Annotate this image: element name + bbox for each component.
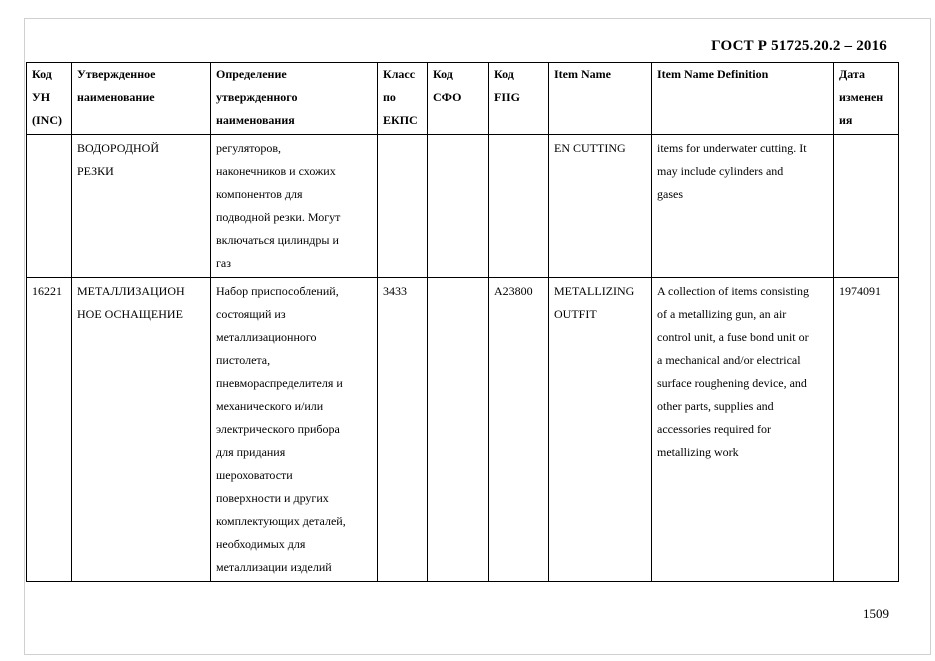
column-header-item-name-definition: Item Name Definition (652, 63, 834, 135)
cell-approved-name: ВОДОРОДНОЙ РЕЗКИ (72, 135, 211, 278)
column-header-sfo-code: Код СФО (428, 63, 489, 135)
cell-item-name: EN CUTTING (549, 135, 652, 278)
cell-approved-name: МЕТАЛЛИЗАЦИОН НОЕ ОСНАЩЕНИЕ (72, 278, 211, 582)
catalog-table (26, 62, 899, 582)
cell-change-date (834, 135, 899, 278)
cell-fiig-code (489, 135, 549, 278)
cell-ekps-class (378, 135, 428, 278)
table-row (27, 278, 899, 582)
cell-sfo-code (428, 135, 489, 278)
column-header-definition: Определение утвержденного наименования (211, 63, 378, 135)
cell-item-name-definition: A collection of items consisting of a metallizing gun, an air control unit, a fuse bond unit or a mechanical and/or electrical surface roughening device, and other parts, supplies and accessories required for metallizing work (652, 278, 834, 582)
table-row (27, 135, 899, 278)
document-code: ГОСТ Р 51725.20.2 – 2016 (711, 38, 887, 54)
cell-inc (27, 135, 72, 278)
column-header-fiig-code: Код FIIG (489, 63, 549, 135)
cell-sfo-code (428, 278, 489, 582)
cell-item-name: METALLIZING OUTFIT (549, 278, 652, 582)
cell-fiig-code: A23800 (489, 278, 549, 582)
cell-definition: регуляторов, наконечников и схожих компонентов для подводной резки. Могут включаться цилиндры и газ (211, 135, 378, 278)
column-header-item-name: Item Name (549, 63, 652, 135)
column-header-change-date: Дата изменен ия (834, 63, 899, 135)
column-header-ekps-class: Класс по ЕКПС (378, 63, 428, 135)
column-header-approved-name: Утвержденное наименование (72, 63, 211, 135)
page-number: 1509 (863, 606, 889, 621)
cell-inc: 16221 (27, 278, 72, 582)
table-header-row (27, 63, 899, 135)
cell-ekps-class: 3433 (378, 278, 428, 582)
cell-change-date: 1974091 (834, 278, 899, 582)
column-header-inc: Код УН (INC) (27, 63, 72, 135)
cell-definition: Набор приспособлений, состоящий из металлизационного пистолета, пневмораспределителя и механического и/или электрического прибора для придания шероховатости поверхности и других комплектующих деталей, необходимых для металлизации изделий (211, 278, 378, 582)
cell-item-name-definition: items for underwater cutting. It may include cylinders and gases (652, 135, 834, 278)
